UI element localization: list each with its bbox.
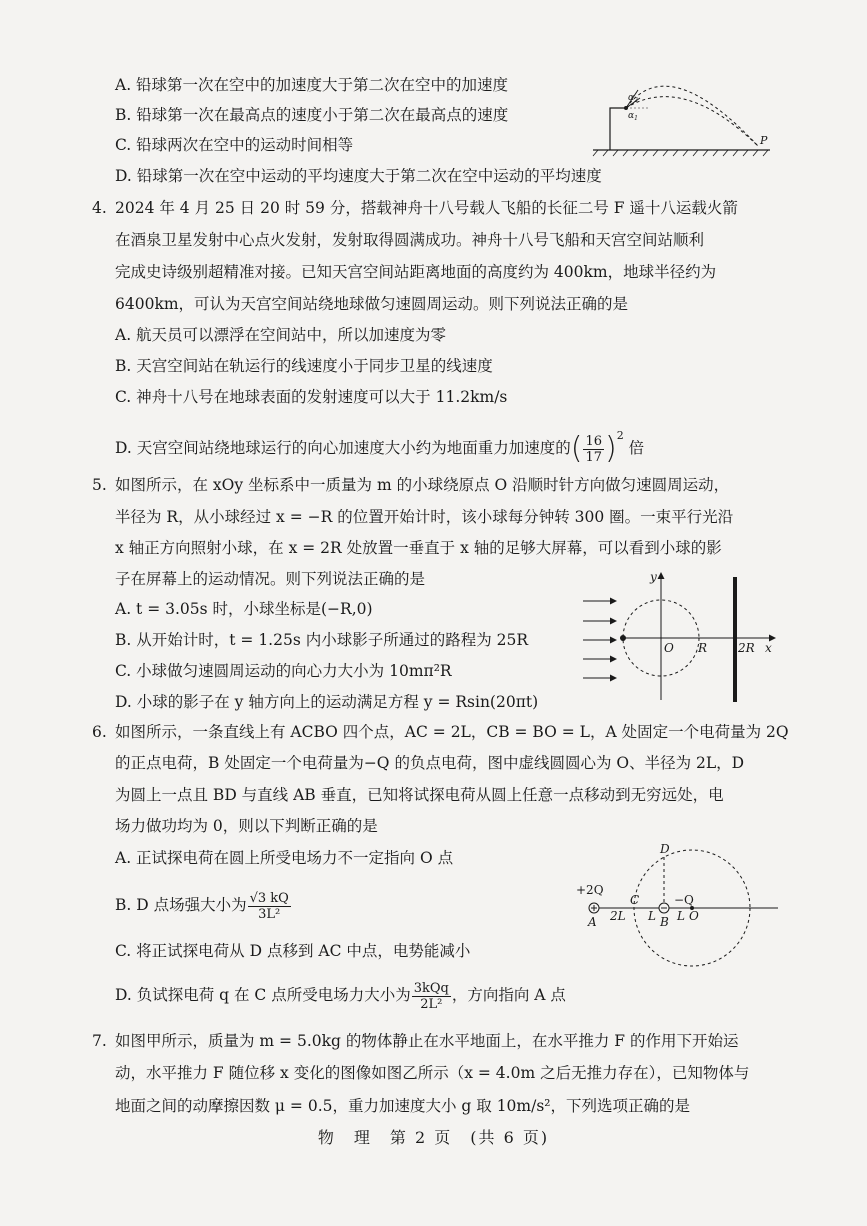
q6-negative-charge-label: −Q: [674, 893, 694, 907]
q4-fraction-numerator: 16: [585, 433, 602, 449]
q5-option-c: C. 小球做匀速圆周运动的向心力大小为 10mπ²R: [115, 662, 452, 680]
q6-option-b-text: B. D 点场强大小为: [115, 896, 247, 914]
q5-number: 5.: [92, 476, 107, 494]
q6-option-d-text: D. 负试探电荷 q 在 C 点所受电场力大小为: [115, 986, 411, 1004]
q7-stem-line3: 地面之间的动摩擦因数 μ = 0.5，重力加速度大小 g 取 10m/s²，下列选项正确的是: [115, 1097, 691, 1115]
q5-r-label: R: [698, 641, 708, 655]
q5-2r-label: 2R: [738, 641, 755, 655]
q6-stem-line4: 场力做功均为 0，则以下判断正确的是: [115, 817, 378, 835]
q4-option-d-text: D. 天宫空间站绕地球运行的向心加速度大小约为地面重力加速度的: [115, 439, 571, 457]
q4-option-c: C. 神舟十八号在地球表面的发射速度可以大于 11.2km/s: [115, 388, 508, 406]
q5-stem-line2: 半径为 R，从小球经过 x = −R 的位置开始计时，该小球每分钟转 300 圈。一束平行光沿: [115, 508, 734, 526]
q4-fraction-denominator: 17: [585, 449, 602, 465]
q6-point-a: A: [588, 915, 597, 929]
q6-option-d: [115, 975, 566, 1015]
q4-stem-line1: 2024 年 4 月 25 日 20 时 59 分，搭载神舟十八号载人飞船的长征二号 F 遥十八运载火箭: [115, 199, 738, 217]
q5-option-a: A. t = 3.05s 时，小球坐标是(−R,0): [115, 600, 373, 618]
q3-alpha2-sub: 2: [634, 97, 638, 104]
q7-number: 7.: [92, 1032, 107, 1050]
q6-stem-line3: 为圆上一点且 BD 与直线 AB 垂直，已知将试探电荷从圆上任意一点移动到无穷远处，电: [115, 786, 724, 804]
q5-option-d: D. 小球的影子在 y 轴方向上的运动满足方程 y = Rsin(20πt): [115, 693, 539, 711]
q6-number: 6.: [92, 723, 107, 741]
q6-d-numerator: 3kQq: [413, 980, 449, 996]
q6-label-l-cb: L: [648, 909, 656, 923]
q6-point-c: C: [630, 893, 640, 907]
q5-circle-shadow-figure: [578, 565, 783, 705]
q6-label-2l: 2L: [610, 909, 626, 923]
q7-stem-line2: 动，水平推力 F 随位移 x 变化的图像如图乙所示（x = 4.0m 之后无推力存在），已知物体与: [115, 1064, 750, 1082]
q6-point-b: B: [660, 915, 669, 929]
q5-option-b: B. 从开始计时，t = 1.25s 内小球影子所通过的路程为 25R: [115, 631, 529, 649]
q3-trajectory-figure: [588, 68, 778, 158]
q4-stem-line4: 6400km，可认为天宫空间站绕地球做匀速圆周运动。则下列说法正确的是: [115, 295, 629, 313]
q6-d-denominator: 2L²: [420, 996, 443, 1012]
q5-stem-line4: 子在屏幕上的运动情况。则下列说法正确的是: [115, 570, 426, 588]
q4-stem-line2: 在酒泉卫星发射中心点火发射，发射取得圆满成功。神舟十八号飞船和天宫空间站顺利: [115, 231, 705, 249]
q6-stem-line1: 如图所示，一条直线上有 ACBO 四个点，AC = 2L，CB = BO = L，A 处固定一个电荷量为 2Q: [115, 723, 789, 741]
q4-option-d: D. 天宫空间站绕地球运行的向心加速度大小约为地面重力加速度的( $\frac{16}{17}$ )$^2$ 倍: [115, 429, 645, 466]
q4-exponent: 2: [616, 429, 624, 442]
q6-option-d-suffix: ，方向指向 A 点: [451, 986, 566, 1004]
q3-alpha2-label: α: [628, 93, 635, 103]
q6-point-d: D: [660, 842, 670, 856]
q5-origin-label: O: [664, 641, 674, 655]
q3-alpha1-sub: 1: [634, 115, 638, 122]
svg-text:α1: [628, 111, 638, 122]
q4-option-d-suffix: 倍: [628, 439, 645, 457]
q3-option-b: B. 铅球第一次在最高点的速度小于第二次在最高点的速度: [115, 106, 509, 124]
q6-point-o: O: [689, 909, 699, 923]
q3-option-a: A. 铅球第一次在空中的加速度大于第二次在空中的加速度: [115, 76, 509, 94]
q6-b-numerator: √3 kQ: [249, 890, 289, 906]
q4-option-a: A. 航天员可以漂浮在空间站中，所以加速度为零: [115, 326, 447, 344]
q3-alpha1-label: α: [628, 111, 635, 121]
q6-option-b: [115, 885, 292, 925]
q6-label-l-bo: L: [677, 909, 685, 923]
q6-positive-charge-label: +2Q: [576, 883, 604, 897]
q6-charges-figure: [568, 840, 783, 970]
page-footer: 物 理 第 2 页 (共 6 页): [317, 1128, 550, 1147]
q7-stem-line1: 如图甲所示，质量为 m = 5.0kg 的物体静止在水平地面上，在水平推力 F 的作用下开始运: [115, 1032, 739, 1050]
q4-stem-line3: 完成史诗级别超精准对接。已知天宫空间站距离地面的高度约为 400km，地球半径约为: [115, 263, 717, 281]
q3-option-c: C. 铅球两次在空中的运动时间相等: [115, 136, 354, 154]
q6-stem-line2: 的正点电荷，B 处固定一个电荷量为−Q 的负点电荷，图中虚线圆圆心为 O、半径为 2L，D: [115, 754, 745, 772]
q5-stem-line3: x 轴正方向照射小球，在 x = 2R 处放置一垂直于 x 轴的足够大屏幕，可以看到小球的影: [115, 539, 722, 557]
q4-option-b: B. 天宫空间站在轨运行的线速度小于同步卫星的线速度: [115, 357, 493, 375]
q4-number: 4.: [92, 199, 107, 217]
q3-point-p: P: [760, 134, 768, 147]
q6-option-a: A. 正试探电荷在圆上所受电场力不一定指向 O 点: [115, 849, 454, 867]
q5-x-axis-label: x: [765, 641, 772, 655]
svg-text:α2: [628, 93, 638, 104]
q6-b-denominator: 3L²: [258, 906, 281, 922]
q6-option-c: C. 将正试探电荷从 D 点移到 AC 中点，电势能减小: [115, 942, 471, 960]
q3-option-d: D. 铅球第一次在空中运动的平均速度大于第二次在空中运动的平均速度: [115, 167, 602, 185]
q5-y-axis-label: y: [650, 570, 657, 584]
q5-stem-line1: 如图所示，在 xOy 坐标系中一质量为 m 的小球绕原点 O 沿顺时针方向做匀速圆周运动，: [115, 476, 730, 494]
